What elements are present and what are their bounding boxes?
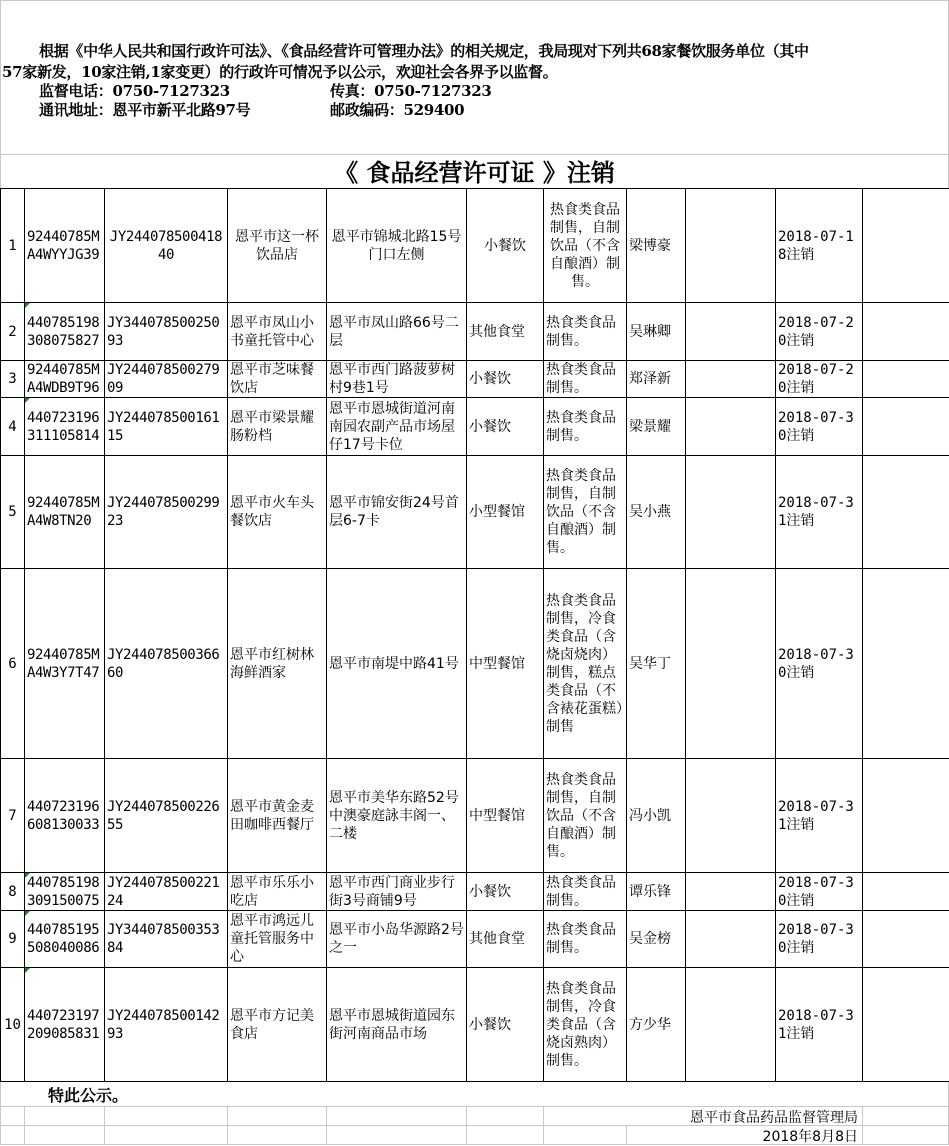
business-scope-cell-text: 热食类食品制售，自制饮品（不含自酿酒）制售。 (546, 468, 616, 556)
license-number-cell-text: JY24407850029923 (107, 495, 219, 529)
legal-person-cell-text: 方少华 (629, 1017, 671, 1033)
business-scope-cell-text: 热食类食品制售。 (546, 362, 616, 396)
business-name-cell[interactable] (228, 361, 327, 398)
business-type-cell[interactable] (467, 569, 544, 759)
row-number-text: 1 (8, 238, 16, 254)
legal-person-cell-text: 吴小燕 (629, 504, 671, 520)
license-number-cell[interactable] (105, 361, 228, 398)
business-scope-cell-text: 热食类食品制售。 (546, 410, 616, 444)
business-name-cell[interactable] (228, 873, 327, 911)
business-name-cell[interactable] (228, 968, 327, 1082)
intro-paragraph-line2: 57家新发，10家注销,1家变更）的行政许可情况予以公示，欢迎社会各界予以监督。 (2, 61, 557, 82)
issue-date: 2018年8月8日 (763, 1126, 858, 1146)
blank-cell[interactable] (686, 569, 776, 759)
business-type-cell[interactable] (467, 873, 544, 911)
business-name-cell-text: 恩平市火车头餐饮店 (230, 495, 314, 529)
row-number-text: 8 (8, 884, 16, 900)
cancellation-status-cell[interactable] (776, 456, 863, 569)
blank-cell[interactable] (686, 189, 776, 303)
business-name-cell[interactable] (228, 569, 327, 759)
business-scope-cell[interactable] (544, 303, 627, 361)
business-type-cell-text: 小餐饮 (469, 884, 511, 900)
business-type-cell-text: 其他食堂 (469, 324, 525, 340)
row-number[interactable] (1, 189, 25, 303)
gridline (227, 1106, 228, 1145)
address-cell-text: 恩平市恩城街道园东街河南商品市场 (329, 1008, 455, 1042)
gridline (24, 1106, 25, 1145)
cancellation-status-cell-text: 2018-07-31注销 (778, 799, 854, 833)
blank-cell[interactable] (686, 456, 776, 569)
business-name-cell[interactable] (228, 456, 327, 569)
business-type-cell-text: 其他食堂 (469, 931, 525, 947)
row-number-text: 9 (8, 931, 16, 947)
business-scope-cell[interactable] (544, 569, 627, 759)
business-scope-cell[interactable] (544, 361, 627, 398)
credit-code-cell-text: 440785198308075827 (27, 315, 99, 349)
address-cell-text: 恩平市锦安街24号首层6-7卡 (329, 495, 459, 529)
blank-cell[interactable] (686, 873, 776, 911)
license-number-cell-text: JY34407850025093 (107, 315, 219, 349)
cancellation-status-cell-text: 2018-07-30注销 (778, 875, 854, 909)
credit-code-cell-text: 440723196608130033 (27, 799, 99, 833)
license-number-cell-text: JY24407850036660 (107, 647, 219, 681)
blank-cell[interactable] (686, 911, 776, 968)
gridline (326, 1106, 327, 1145)
business-name-cell[interactable] (228, 398, 327, 456)
business-name-cell-text: 恩平市黄金麦田咖啡西餐厅 (230, 799, 314, 833)
credit-code-cell-text: 440785195508040086 (27, 922, 99, 956)
extra-cell[interactable] (863, 398, 949, 456)
legal-person-cell-text: 梁博豪 (629, 238, 671, 254)
business-name-cell[interactable] (228, 189, 327, 303)
table-row (1, 873, 949, 911)
gridline (0, 1081, 1, 1145)
license-number-cell[interactable] (105, 189, 228, 303)
business-scope-cell[interactable] (544, 759, 627, 873)
address-cell[interactable] (327, 189, 467, 303)
gridline (543, 1106, 544, 1145)
credit-code-cell-text: 440785198309150075 (27, 875, 99, 909)
business-type-cell-text: 中型餐馆 (469, 808, 525, 824)
business-scope-cell-text: 热食类食品制售。 (546, 315, 616, 349)
credit-code-cell-text: 92440785MA4WDB9T96 (27, 362, 99, 396)
extra-cell[interactable] (863, 759, 949, 873)
cancellation-status-cell-text: 2018-07-30注销 (778, 410, 854, 444)
credit-code-cell[interactable] (25, 456, 105, 569)
business-type-cell-text: 中型餐馆 (469, 656, 525, 672)
text-number-warning-icon (25, 303, 30, 308)
business-scope-cell[interactable] (544, 456, 627, 569)
business-type-cell[interactable] (467, 303, 544, 361)
cancellation-status-cell-text: 2018-07-31注销 (778, 495, 854, 529)
address-cell[interactable] (327, 873, 467, 911)
credit-code-cell[interactable] (25, 361, 105, 398)
cancellation-status-cell[interactable] (776, 911, 863, 968)
business-scope-cell-text: 热食类食品制售，自制饮品（不含自酿酒）制售。 (550, 202, 620, 290)
legal-person-cell-text: 谭乐锋 (629, 884, 671, 900)
table-row (1, 189, 949, 303)
credit-code-cell[interactable] (25, 968, 105, 1082)
business-type-cell[interactable] (467, 759, 544, 873)
legal-person-cell-text: 吴琳卿 (629, 324, 671, 340)
address-cell-text: 恩平市西门路菠萝树村9巷1号 (329, 362, 455, 396)
business-type-cell-text: 小餐饮 (469, 371, 511, 387)
credit-code-cell[interactable] (25, 911, 105, 968)
text-number-warning-icon (25, 398, 30, 403)
legal-person-cell-text: 郑泽新 (629, 371, 671, 387)
extra-cell[interactable] (863, 968, 949, 1082)
license-number-cell[interactable] (105, 456, 228, 569)
table-row (1, 968, 949, 1082)
row-number-text: 5 (8, 504, 16, 520)
blank-cell[interactable] (686, 398, 776, 456)
business-name-cell[interactable] (228, 911, 327, 968)
table-row (1, 303, 949, 361)
business-name-cell-text: 恩平市乐乐小吃店 (230, 875, 314, 909)
table-row (1, 456, 949, 569)
business-scope-cell[interactable] (544, 873, 627, 911)
license-number-cell[interactable] (105, 873, 228, 911)
cancellation-status-cell-text: 2018-07-18注销 (778, 229, 854, 263)
row-number[interactable] (1, 759, 25, 873)
business-scope-cell-text: 热食类食品制售，自制饮品（不含自酿酒）制售。 (546, 772, 616, 860)
business-name-cell[interactable] (228, 759, 327, 873)
address-cell-text: 恩平市小岛华源路2号之一 (329, 922, 464, 956)
business-name-cell-text: 恩平市鸿远儿童托管服务中心 (230, 913, 314, 965)
row-number-text: 4 (8, 419, 16, 435)
business-name-cell-text: 恩平市红树林海鲜酒家 (230, 647, 314, 681)
credit-code-cell[interactable] (25, 873, 105, 911)
legal-person-cell-text: 吴金榜 (629, 931, 671, 947)
cancellation-status-cell-text: 2018-07-30注销 (778, 922, 854, 956)
table-row (1, 759, 949, 873)
legal-person-cell[interactable] (627, 189, 686, 303)
gridline (862, 1106, 863, 1145)
business-type-cell[interactable] (467, 911, 544, 968)
cancellation-status-cell-text: 2018-07-20注销 (778, 315, 854, 349)
license-number-cell-text: JY24407850014293 (107, 1008, 219, 1042)
legal-person-cell[interactable] (627, 911, 686, 968)
table-row (1, 569, 949, 759)
license-number-cell[interactable] (105, 759, 228, 873)
business-scope-cell[interactable] (544, 968, 627, 1082)
legal-person-cell[interactable] (627, 456, 686, 569)
blank-cell[interactable] (686, 968, 776, 1082)
license-number-cell-text: JY24407850027909 (107, 362, 219, 396)
legal-person-cell[interactable] (627, 569, 686, 759)
extra-cell[interactable] (863, 569, 949, 759)
license-number-cell[interactable] (105, 398, 228, 456)
address-cell[interactable] (327, 398, 467, 456)
cancellation-status-cell[interactable] (776, 303, 863, 361)
license-number-cell[interactable] (105, 968, 228, 1082)
license-number-cell-text: JY24407850016115 (107, 410, 219, 444)
business-name-cell[interactable] (228, 303, 327, 361)
extra-cell[interactable] (863, 361, 949, 398)
supervision-phone: 监督电话：0750-7127323 (39, 80, 230, 101)
extra-cell[interactable] (863, 456, 949, 569)
business-name-cell-text: 恩平市凤山小书童托管中心 (230, 315, 314, 349)
credit-code-cell-text: 440723197209085831 (27, 1008, 99, 1042)
blank-cell[interactable] (686, 303, 776, 361)
legal-person-cell[interactable] (627, 303, 686, 361)
legal-person-cell[interactable] (627, 361, 686, 398)
legal-person-cell-text: 吴华丁 (629, 656, 671, 672)
legal-person-cell[interactable] (627, 759, 686, 873)
blank-cell[interactable] (686, 361, 776, 398)
address-cell[interactable] (327, 456, 467, 569)
postal-code: 邮政编码：529400 (330, 99, 464, 120)
row-number-text: 7 (8, 808, 16, 824)
address-cell[interactable] (327, 968, 467, 1082)
address-cell[interactable] (327, 759, 467, 873)
license-number-cell-text: JY24407850022124 (107, 875, 219, 909)
address-cell-text: 恩平市南堤中路41号 (329, 656, 459, 672)
credit-code-cell[interactable] (25, 398, 105, 456)
credit-code-cell-text: 92440785MA4W8TN20 (27, 495, 99, 529)
cancellation-status-cell[interactable] (776, 759, 863, 873)
extra-cell[interactable] (863, 189, 949, 303)
gridline (626, 1125, 627, 1145)
table-row (1, 361, 949, 398)
credit-code-cell-text: 92440785MA4W3Y7T47 (27, 647, 99, 681)
address-cell[interactable] (327, 569, 467, 759)
cancellation-status-cell[interactable] (776, 361, 863, 398)
address-cell-text: 恩平市美华东路52号中澳豪庭詠丰阁一、二楼 (329, 790, 459, 842)
business-type-cell-text: 小餐饮 (469, 419, 511, 435)
license-number-cell[interactable] (105, 569, 228, 759)
cancellation-status-cell[interactable] (776, 189, 863, 303)
business-type-cell[interactable] (467, 456, 544, 569)
business-name-cell-text: 恩平市这一杯饮品店 (235, 229, 319, 263)
business-type-cell-text: 小餐饮 (469, 1017, 511, 1033)
address-cell-text: 恩平市西门商业步行街3号商铺9号 (329, 875, 455, 909)
credit-code-cell[interactable] (25, 759, 105, 873)
gridline (104, 1106, 105, 1145)
business-scope-cell-text: 热食类食品制售。 (546, 922, 616, 956)
announcement-intro (0, 0, 949, 154)
fax-number: 传真：0750-7127323 (330, 80, 492, 101)
cancellation-status-cell[interactable] (776, 968, 863, 1082)
blank-cell[interactable] (686, 759, 776, 873)
license-number-cell[interactable] (105, 911, 228, 968)
business-scope-cell[interactable] (544, 189, 627, 303)
cancellation-status-cell-text: 2018-07-31注销 (778, 1008, 854, 1042)
credit-code-cell[interactable] (25, 189, 105, 303)
business-scope-cell-text: 热食类食品制售，冷食类食品（含烧卤熟肉）制售。 (546, 981, 616, 1069)
row-number[interactable] (1, 569, 25, 759)
business-name-cell-text: 恩平市芝味餐饮店 (230, 362, 314, 396)
extra-cell[interactable] (863, 873, 949, 911)
business-scope-cell[interactable] (544, 398, 627, 456)
license-number-cell-text: JY24407850041840 (110, 229, 222, 263)
legal-person-cell-text: 冯小凯 (629, 808, 671, 824)
text-number-warning-icon (25, 873, 30, 878)
license-number-cell-text: JY24407850022655 (107, 799, 219, 833)
row-number[interactable] (1, 873, 25, 911)
business-scope-cell-text: 热食类食品制售。 (546, 875, 616, 909)
page-title: 《 食品经营许可证 》注销 (0, 155, 949, 188)
intro-paragraph-line1: 根据《中华人民共和国行政许可法》、《食品经营许可管理办法》的相关规定，我局现对下列共68家餐饮服务单位（其中 (39, 40, 809, 61)
extra-cell[interactable] (863, 303, 949, 361)
business-type-cell[interactable] (467, 361, 544, 398)
credit-code-cell-text: 92440785MA4WYYJG39 (27, 229, 99, 263)
cancellation-status-cell[interactable] (776, 569, 863, 759)
row-number[interactable] (1, 968, 25, 1082)
legal-person-cell[interactable] (627, 398, 686, 456)
row-number-text: 6 (8, 656, 16, 672)
notice-closing: 特此公示。 (48, 1083, 128, 1106)
business-type-cell-text: 小餐饮 (484, 238, 526, 254)
row-number[interactable] (1, 456, 25, 569)
business-name-cell-text: 恩平市方记美食店 (230, 1008, 314, 1042)
legal-person-cell-text: 梁景耀 (629, 419, 671, 435)
address-cell[interactable] (327, 361, 467, 398)
row-number[interactable] (1, 398, 25, 456)
business-scope-cell[interactable] (544, 911, 627, 968)
address-cell-text: 恩平市恩城街道河南南园农副产品市场屋仔17号卡位 (329, 401, 455, 453)
row-number-text: 3 (8, 371, 16, 387)
row-number-text: 2 (8, 324, 16, 340)
cancellation-status-cell-text: 2018-07-20注销 (778, 362, 854, 396)
text-number-warning-icon (25, 911, 30, 916)
legal-person-cell[interactable] (627, 873, 686, 911)
credit-code-cell-text: 440723196311105814 (27, 410, 99, 444)
cancellation-status-cell[interactable] (776, 873, 863, 911)
address-cell[interactable] (327, 911, 467, 968)
table-row (1, 911, 949, 968)
row-number[interactable] (1, 303, 25, 361)
row-number-text: 10 (4, 1017, 21, 1033)
license-number-cell-text: JY34407850035384 (107, 922, 219, 956)
business-type-cell[interactable] (467, 189, 544, 303)
mailing-address: 通讯地址：恩平市新平北路97号 (39, 99, 250, 120)
table-row (1, 398, 949, 456)
credit-code-cell[interactable] (25, 303, 105, 361)
text-number-warning-icon (25, 968, 30, 973)
cancellation-status-cell-text: 2018-07-30注销 (778, 647, 854, 681)
cancellation-status-cell[interactable] (776, 398, 863, 456)
address-cell[interactable] (327, 303, 467, 361)
business-type-cell[interactable] (467, 968, 544, 1082)
address-cell-text: 恩平市锦城北路15号门口左侧 (332, 229, 462, 263)
row-number[interactable] (1, 911, 25, 968)
issuing-authority: 恩平市食品药品监督管理局 (690, 1107, 858, 1127)
business-scope-cell-text: 热食类食品制售，冷食类食品（含烧卤烧肉）制售，糕点类食品（不含裱花蛋糕）制售 (546, 593, 623, 735)
business-type-cell-text: 小型餐馆 (469, 504, 525, 520)
license-cancellation-table (0, 188, 949, 1082)
legal-person-cell[interactable] (627, 968, 686, 1082)
license-number-cell[interactable] (105, 303, 228, 361)
credit-code-cell[interactable] (25, 569, 105, 759)
extra-cell[interactable] (863, 911, 949, 968)
business-type-cell[interactable] (467, 398, 544, 456)
business-name-cell-text: 恩平市梁景耀肠粉档 (230, 410, 314, 444)
address-cell-text: 恩平市凤山路66号二层 (329, 315, 459, 349)
gridline (466, 1106, 467, 1145)
row-number[interactable] (1, 361, 25, 398)
